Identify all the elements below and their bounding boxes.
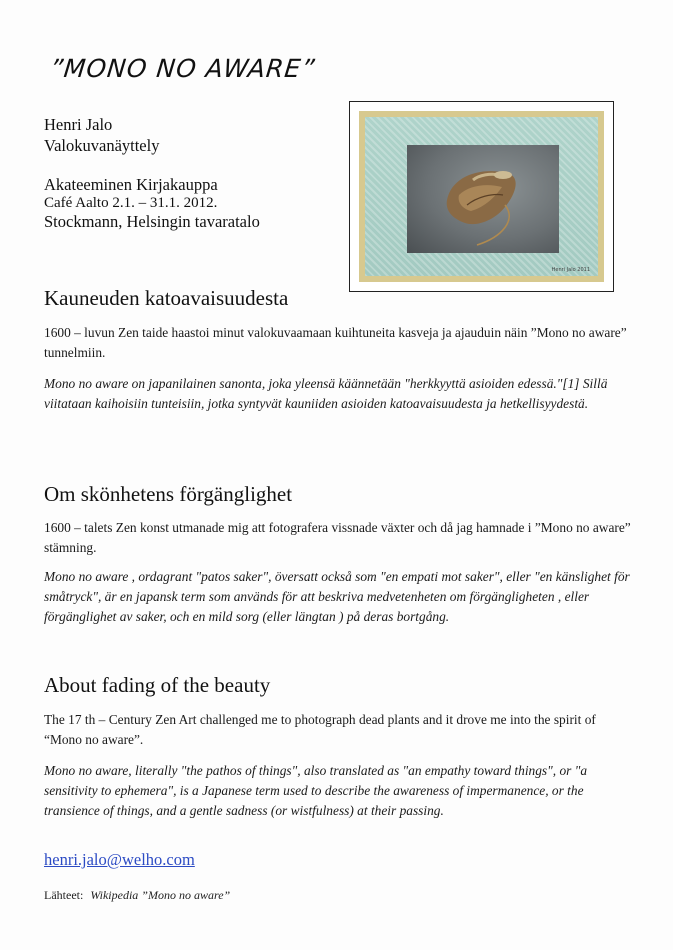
venue-location: Stockmann, Helsingin tavaratalo xyxy=(44,212,260,231)
photo-image xyxy=(407,145,559,253)
section-sv-paragraph-1: 1600 – talets Zen konst utmanade mig att fotografera vissnade växter och då jag hamnade i ”Mono no aware” stämning. xyxy=(44,520,631,555)
section-fi-paragraph-1: 1600 – luvun Zen taide haastoi minut valokuvaamaan kuihtuneita kasveja ja ajauduin näin ”Mono no aware” tunnelmiin. xyxy=(44,325,627,360)
section-sv-paragraph-2: Mono no aware , ordagrant "patos saker", översatt också som "en empati mot saker", eller "en känslighet för småtryck", är en japansk term som används för att beskriva medvetenheten om förgängligheten , eller förgänglighet av saker, och en mild sorg (eller längtan ) på deras bortgång. xyxy=(44,569,630,624)
cafe-dates: Café Aalto 2.1. – 31.1. 2012. xyxy=(44,195,218,211)
section-heading-sv: Om skönhetens förgänglighet xyxy=(44,482,293,506)
photo-mat xyxy=(359,111,604,282)
page-title: ”MONO NO AWARE” xyxy=(48,54,317,83)
sources-label: Lähteet: xyxy=(44,888,84,902)
sources-line xyxy=(44,888,230,903)
exhibition-photo xyxy=(349,101,614,292)
withered-leaf-picture xyxy=(407,145,559,253)
venue-name: Akateeminen Kirjakauppa xyxy=(44,175,218,194)
section-heading-fi: Kauneuden katoavaisuudesta xyxy=(44,286,289,310)
author-name: Henri Jalo xyxy=(44,115,113,134)
section-en-paragraph-2: Mono no aware, literally "the pathos of things", also translated as "an empathy toward things", or "a sensitivity to ephemera", is a Japanese term used to describe the awareness of impermanence, or the transience of things, and a gentle sadness (or wistfulness) at their passing. xyxy=(44,763,588,818)
sources-reference: Wikipedia ”Mono no aware” xyxy=(90,888,231,902)
section-fi-paragraph-2: Mono no aware on japanilainen sanonta, joka yleensä käännetään "herkkyyttä asioiden edessä."[1] Sillä viitataan kaihoisiin tunteisiin, jotka syntyvät kauniiden asioiden katoavaisuudesta ja hetkellisyydestä. xyxy=(44,376,608,411)
photo-signature: Henri Jalo 2011 xyxy=(551,267,590,273)
exhibition-subtitle: Valokuvanäyttely xyxy=(44,136,160,155)
section-heading-en: About fading of the beauty xyxy=(44,673,271,697)
contact-email-link[interactable]: henri.jalo@welho.com xyxy=(44,850,195,869)
section-en-paragraph-1: The 17 th – Century Zen Art challenged me to photograph dead plants and it drove me into the spirit of “Mono no aware”. xyxy=(44,712,596,747)
